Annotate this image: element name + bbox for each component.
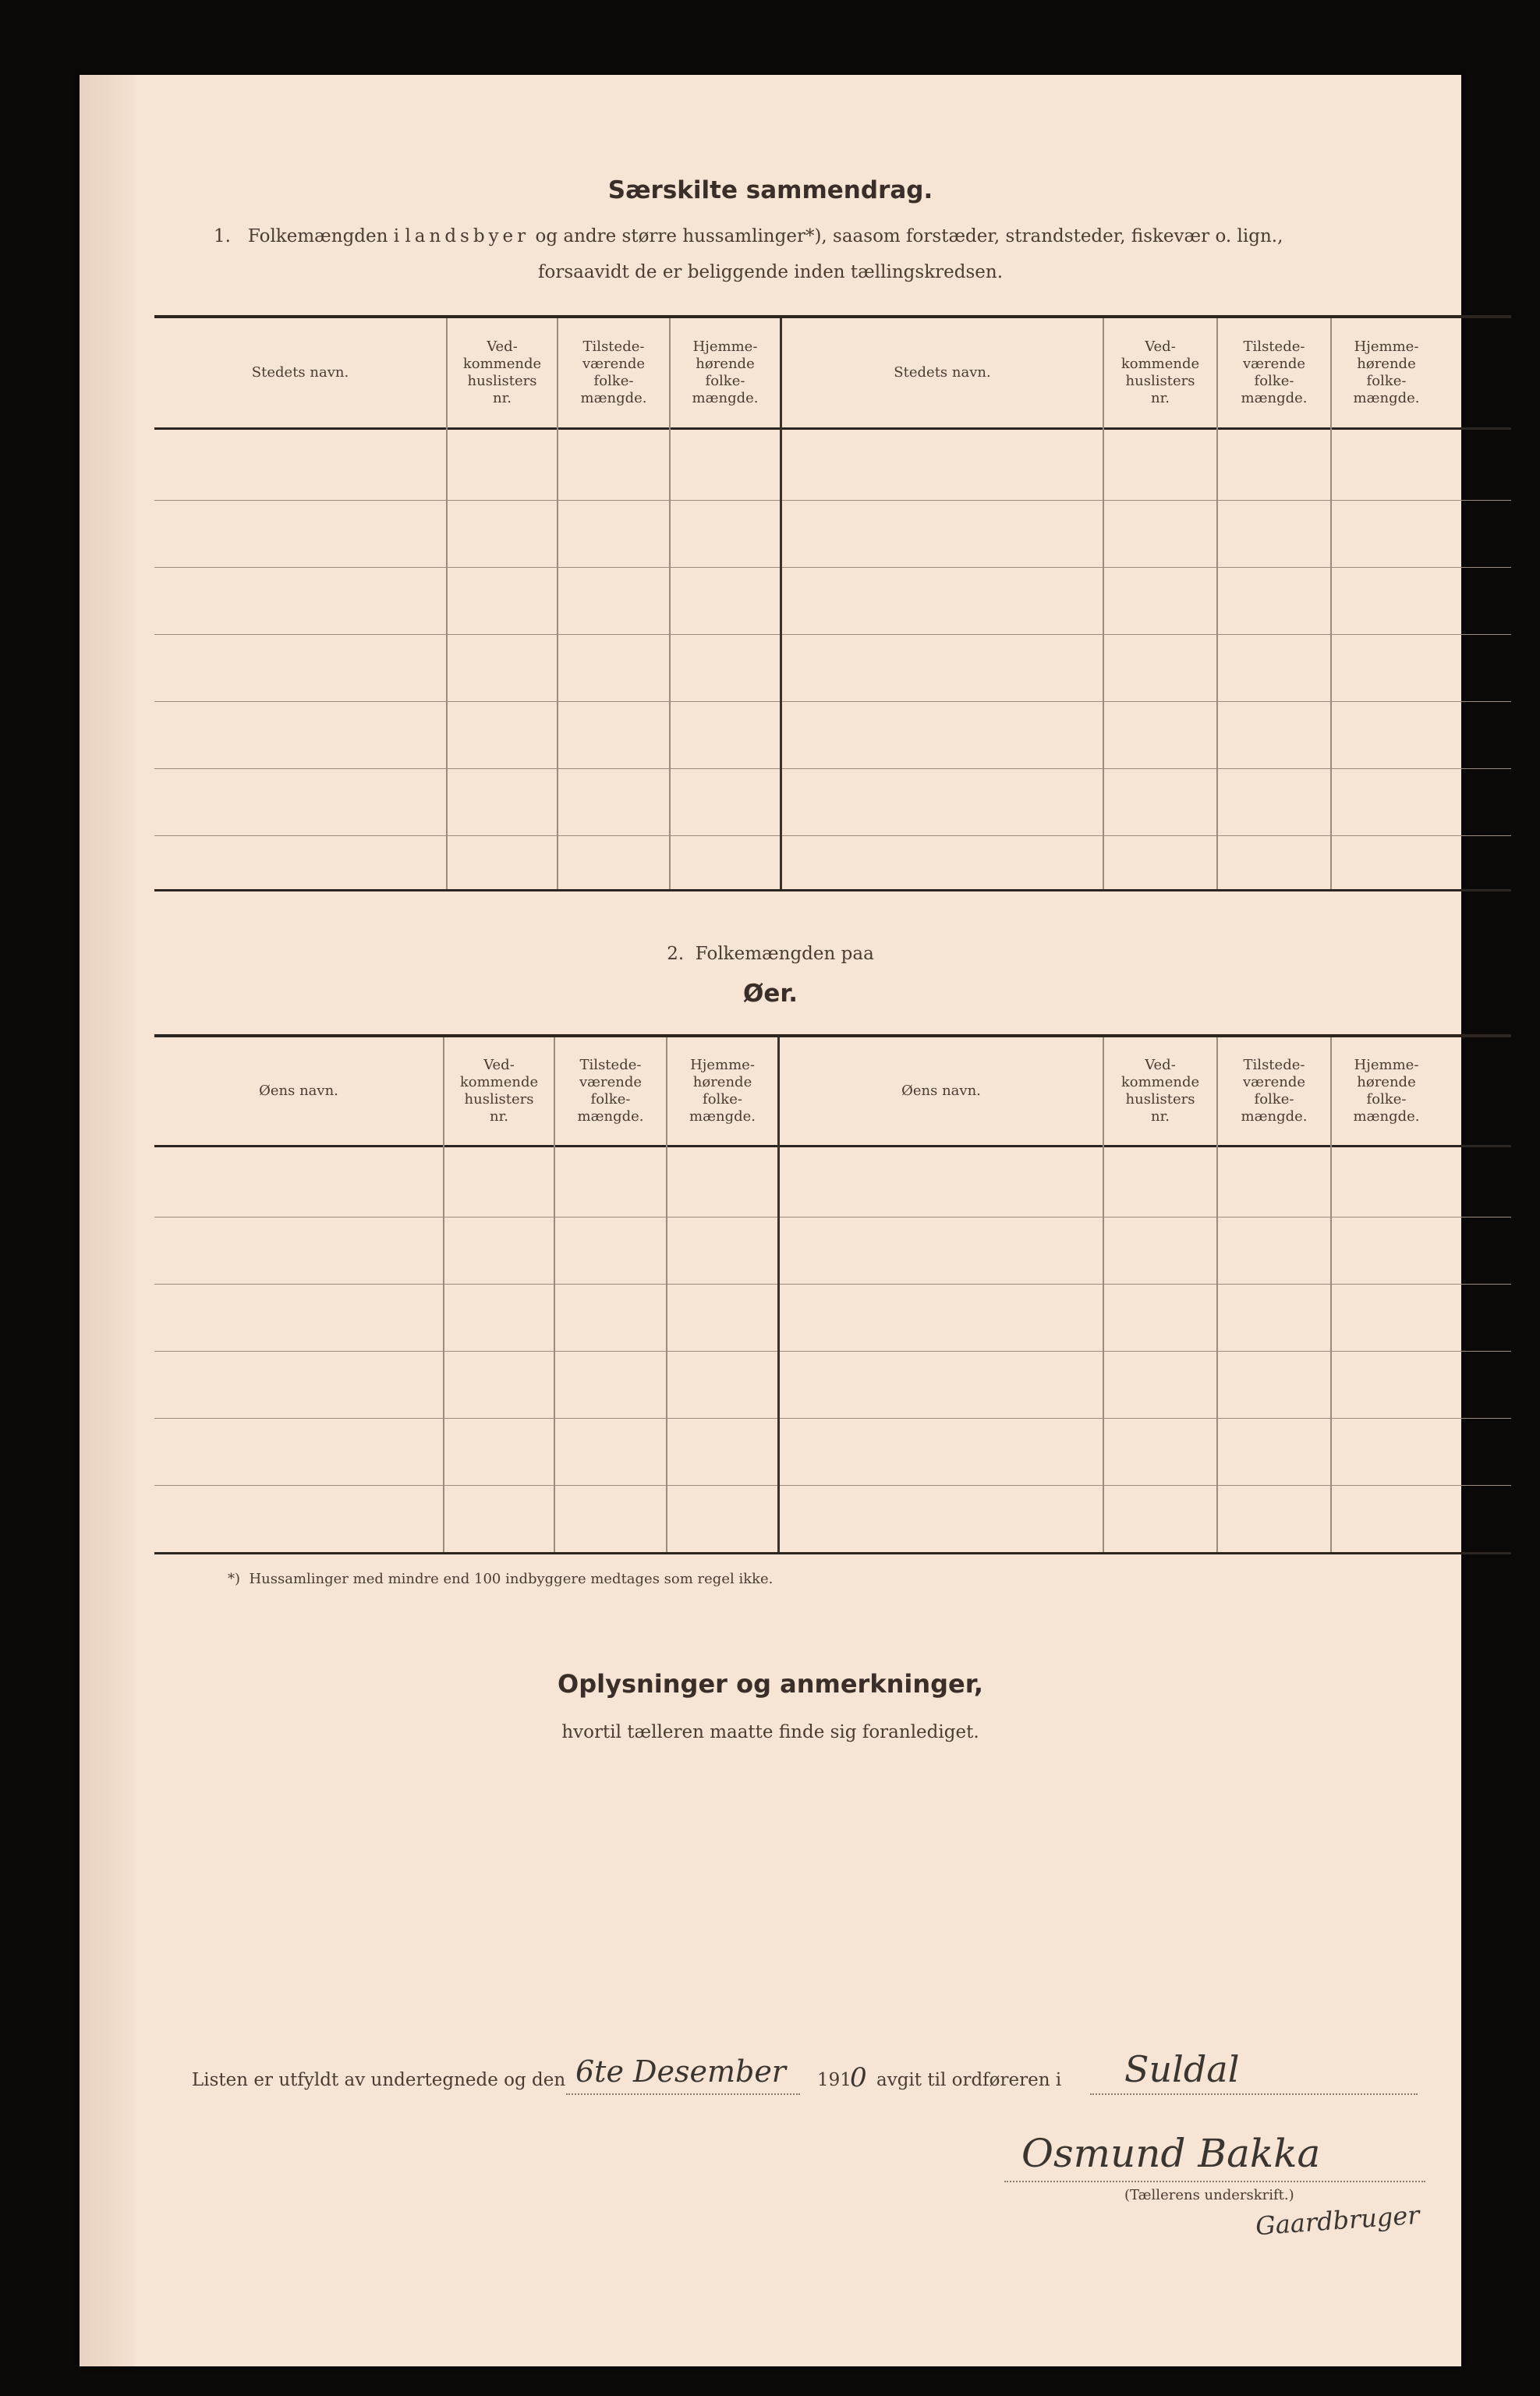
table1-header-tilstedevaerende: Tilstede- værende folke- mængde. — [580, 338, 647, 406]
table1-row-line — [154, 500, 1511, 501]
section1-intro-line2: forsaavidt de er beliggende inden tællingskredsen. — [537, 262, 1004, 282]
table1-row-line — [154, 701, 1511, 702]
section2-intro: 2. Folkemængden paa — [667, 944, 874, 964]
table2-header-rule — [154, 1145, 1511, 1147]
signature-dotted-line — [1004, 2181, 1425, 2182]
municipality-dotted-line — [1090, 2093, 1418, 2095]
section1-spaced-word: landsbyer — [405, 226, 530, 246]
table1-header-hjemmehorende-right: Hjemme- hørende folke- mængde. — [1353, 338, 1420, 406]
section1-text-a: Folkemængden i — [247, 226, 400, 246]
remarks-title: Oplysninger og anmerkninger, — [558, 1669, 983, 1699]
table2-bottom-rule — [154, 1552, 1511, 1554]
census-form-page — [80, 75, 1461, 2366]
table2-row-line — [154, 1351, 1511, 1352]
table1-row-line — [154, 634, 1511, 635]
handwritten-municipality: Suldal — [1124, 2048, 1240, 2090]
table1-header-tilstedevaerende-right: Tilstede- værende folke- mængde. — [1241, 338, 1308, 406]
section1-text-b: og andre større hussamlinger*), saasom forstæder, strandsteder, fiskevær o. lign., — [535, 226, 1283, 246]
table2-header-tilstedevaerende-right: Tilstede- værende folke- mængde. — [1241, 1057, 1308, 1125]
paper-edge — [80, 75, 134, 2366]
table1-row-line — [154, 567, 1511, 568]
table1-header-huslister-right: Ved- kommende huslisters nr. — [1120, 338, 1200, 406]
table2-row-line — [154, 1284, 1511, 1285]
completion-text-b: avgit til ordføreren i — [876, 2070, 1062, 2090]
remarks-subtitle: hvortil tælleren maatte finde sig foranlediget. — [561, 1722, 979, 1742]
section1-intro-line1 — [214, 226, 1283, 246]
date-dotted-line — [566, 2093, 800, 2095]
table1-header-huslister: Ved- kommende huslisters nr. — [462, 338, 542, 406]
table2-row-line — [154, 1485, 1511, 1486]
table2-header-huslister: Ved- kommende huslisters nr. — [459, 1057, 539, 1125]
table1-row-line — [154, 835, 1511, 836]
signature-caption: (Tællerens underskrift.) — [1124, 2187, 1294, 2203]
table1-bottom-rule — [154, 889, 1511, 891]
section2-title: Øer. — [742, 980, 798, 1008]
footnote: *) Hussamlinger med mindre end 100 indbyggere medtages som regel ikke. — [228, 1571, 774, 1587]
handwritten-date: 6te Desember — [575, 2054, 786, 2089]
handwritten-year-digit: 0 — [850, 2062, 867, 2093]
table1-header-rule — [154, 427, 1511, 430]
completion-text-a: Listen er utfyldt av undertegnede og den — [192, 2070, 566, 2090]
handwritten-occupation: Gaardbruger — [1254, 2199, 1421, 2242]
handwritten-signature-name: Osmund Bakka — [1021, 2131, 1321, 2176]
table1-header-stedets-navn-right: Stedets navn. — [894, 364, 991, 381]
section1-number: 1. — [214, 226, 231, 246]
table1-header-hjemmehorende: Hjemme- hørende folke- mængde. — [692, 338, 759, 406]
table1-row-line — [154, 768, 1511, 769]
table2-header-tilstedevaerende: Tilstede- værende folke- mængde. — [577, 1057, 644, 1125]
table2-header-hjemmehorende-right: Hjemme- hørende folke- mængde. — [1353, 1057, 1420, 1125]
table1-header-stedets-navn: Stedets navn. — [251, 364, 349, 381]
table2-header-oens-navn-right: Øens navn. — [901, 1083, 981, 1099]
page-heading: Særskilte sammendrag. — [607, 176, 933, 204]
table2-header-hjemmehorende: Hjemme- hørende folke- mængde. — [689, 1057, 756, 1125]
table2-row-line — [154, 1418, 1511, 1419]
year-printed: 191 — [817, 2070, 851, 2090]
table2-header-oens-navn: Øens navn. — [259, 1083, 338, 1099]
table2-header-huslister-right: Ved- kommende huslisters nr. — [1120, 1057, 1200, 1125]
